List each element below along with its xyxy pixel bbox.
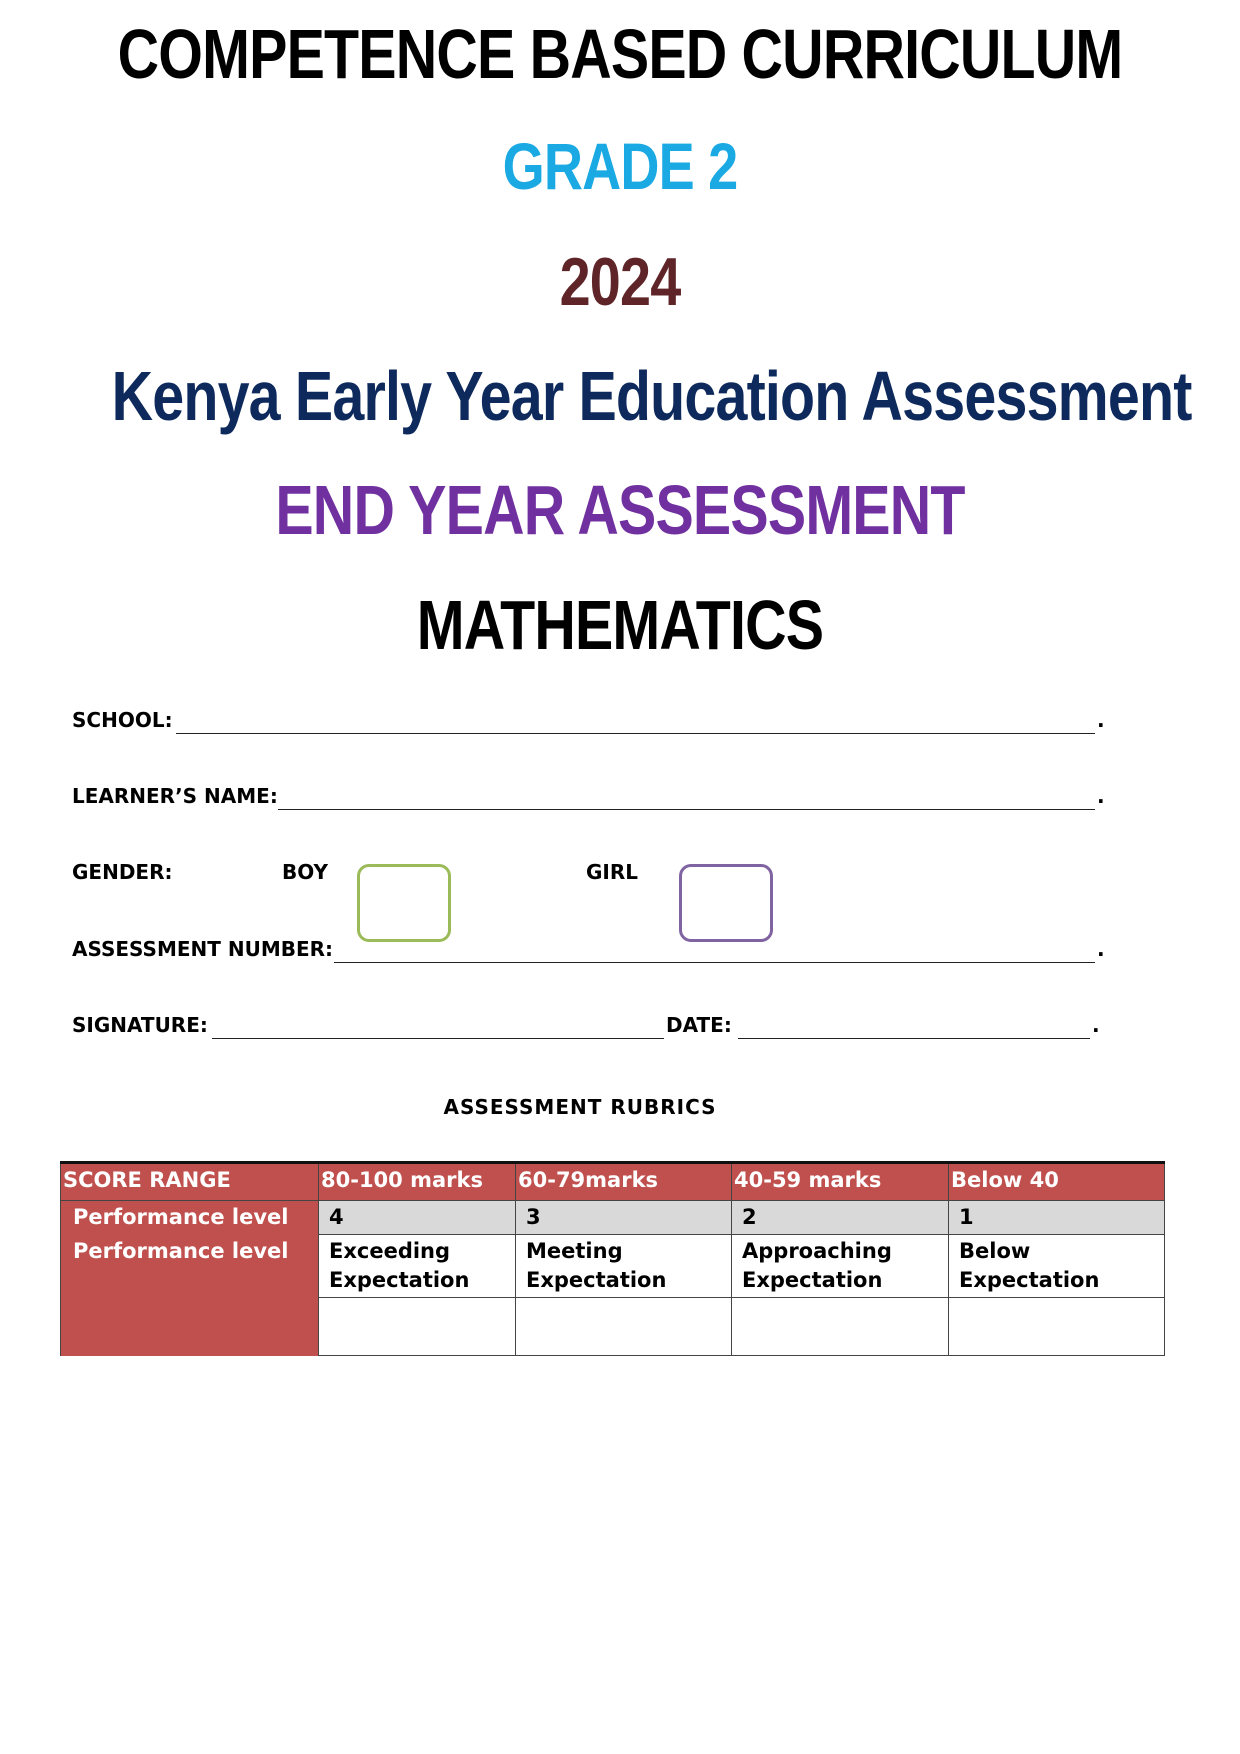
score-range-cell: 80-100 marks: [319, 1163, 516, 1201]
year-title: 2024: [559, 244, 681, 320]
girl-label: GIRL: [586, 860, 639, 884]
school-line-end: .: [1097, 708, 1105, 732]
school-label: SCHOOL:: [72, 708, 173, 732]
score-range-row: [61, 1163, 1165, 1201]
assessment-type-title: END YEAR ASSESSMENT: [275, 471, 965, 549]
performance-level-cell: 4: [319, 1201, 516, 1235]
performance-description-cell: [732, 1235, 949, 1298]
learner-name-label: LEARNER’S NAME:: [72, 784, 278, 808]
performance-description-row: [61, 1235, 1165, 1298]
score-entry-row: [61, 1298, 1165, 1356]
signature-label: SIGNATURE:: [72, 1013, 208, 1037]
performance-level-cell: 2: [732, 1201, 949, 1235]
description-line: Exceeding: [329, 1239, 451, 1263]
rubrics-title: ASSESSMENT RUBRICS: [443, 1095, 717, 1119]
performance-description-cell: [319, 1235, 516, 1298]
description-line: Expectation: [959, 1268, 1100, 1292]
score-range-cell: Below 40: [949, 1163, 1165, 1201]
boy-label: BOY: [282, 860, 329, 884]
description-line: Expectation: [526, 1268, 667, 1292]
date-field[interactable]: [738, 1038, 1090, 1039]
school-field[interactable]: [176, 733, 1095, 734]
assessment-body-title: Kenya Early Year Education Assessment: [111, 357, 1192, 435]
description-line: Expectation: [742, 1268, 883, 1292]
rubrics-table: [60, 1161, 1165, 1356]
gender-label: GENDER:: [72, 860, 173, 884]
date-label: DATE:: [666, 1013, 732, 1037]
description-line: Below: [959, 1239, 1031, 1263]
learner-name-field[interactable]: [278, 809, 1095, 810]
date-line-end: .: [1092, 1013, 1100, 1037]
performance-level-label: Performance level: [61, 1201, 319, 1235]
description-line: Expectation: [329, 1268, 470, 1292]
performance-level-row: [61, 1201, 1165, 1235]
assessment-number-line-end: .: [1097, 937, 1105, 961]
description-line: Approaching: [742, 1239, 892, 1263]
curriculum-title: COMPETENCE BASED CURRICULUM: [117, 15, 1123, 93]
score-range-cell: 60-79marks: [516, 1163, 732, 1201]
performance-description-cell: [516, 1235, 732, 1298]
subject-title: MATHEMATICS: [416, 586, 824, 664]
performance-level-cell: 3: [516, 1201, 732, 1235]
boy-checkbox[interactable]: [357, 864, 451, 942]
description-line: Meeting: [526, 1239, 623, 1263]
performance-description-label: Performance level: [61, 1235, 319, 1298]
score-entry-cell[interactable]: [516, 1298, 732, 1356]
assessment-number-label: ASSESSMENT NUMBER:: [72, 937, 334, 961]
assessment-number-field[interactable]: [334, 962, 1095, 963]
score-entry-cell[interactable]: [949, 1298, 1165, 1356]
grade-title: GRADE 2: [502, 129, 738, 203]
score-entry-cell[interactable]: [732, 1298, 949, 1356]
girl-checkbox[interactable]: [679, 864, 773, 942]
score-entry-label-cell: [61, 1298, 319, 1356]
score-range-label: SCORE RANGE: [61, 1163, 319, 1201]
performance-level-cell: 1: [949, 1201, 1165, 1235]
signature-field[interactable]: [212, 1038, 664, 1039]
performance-description-cell: [949, 1235, 1165, 1298]
score-range-cell: 40-59 marks: [732, 1163, 949, 1201]
learner-name-line-end: .: [1097, 784, 1105, 808]
score-entry-cell[interactable]: [319, 1298, 516, 1356]
